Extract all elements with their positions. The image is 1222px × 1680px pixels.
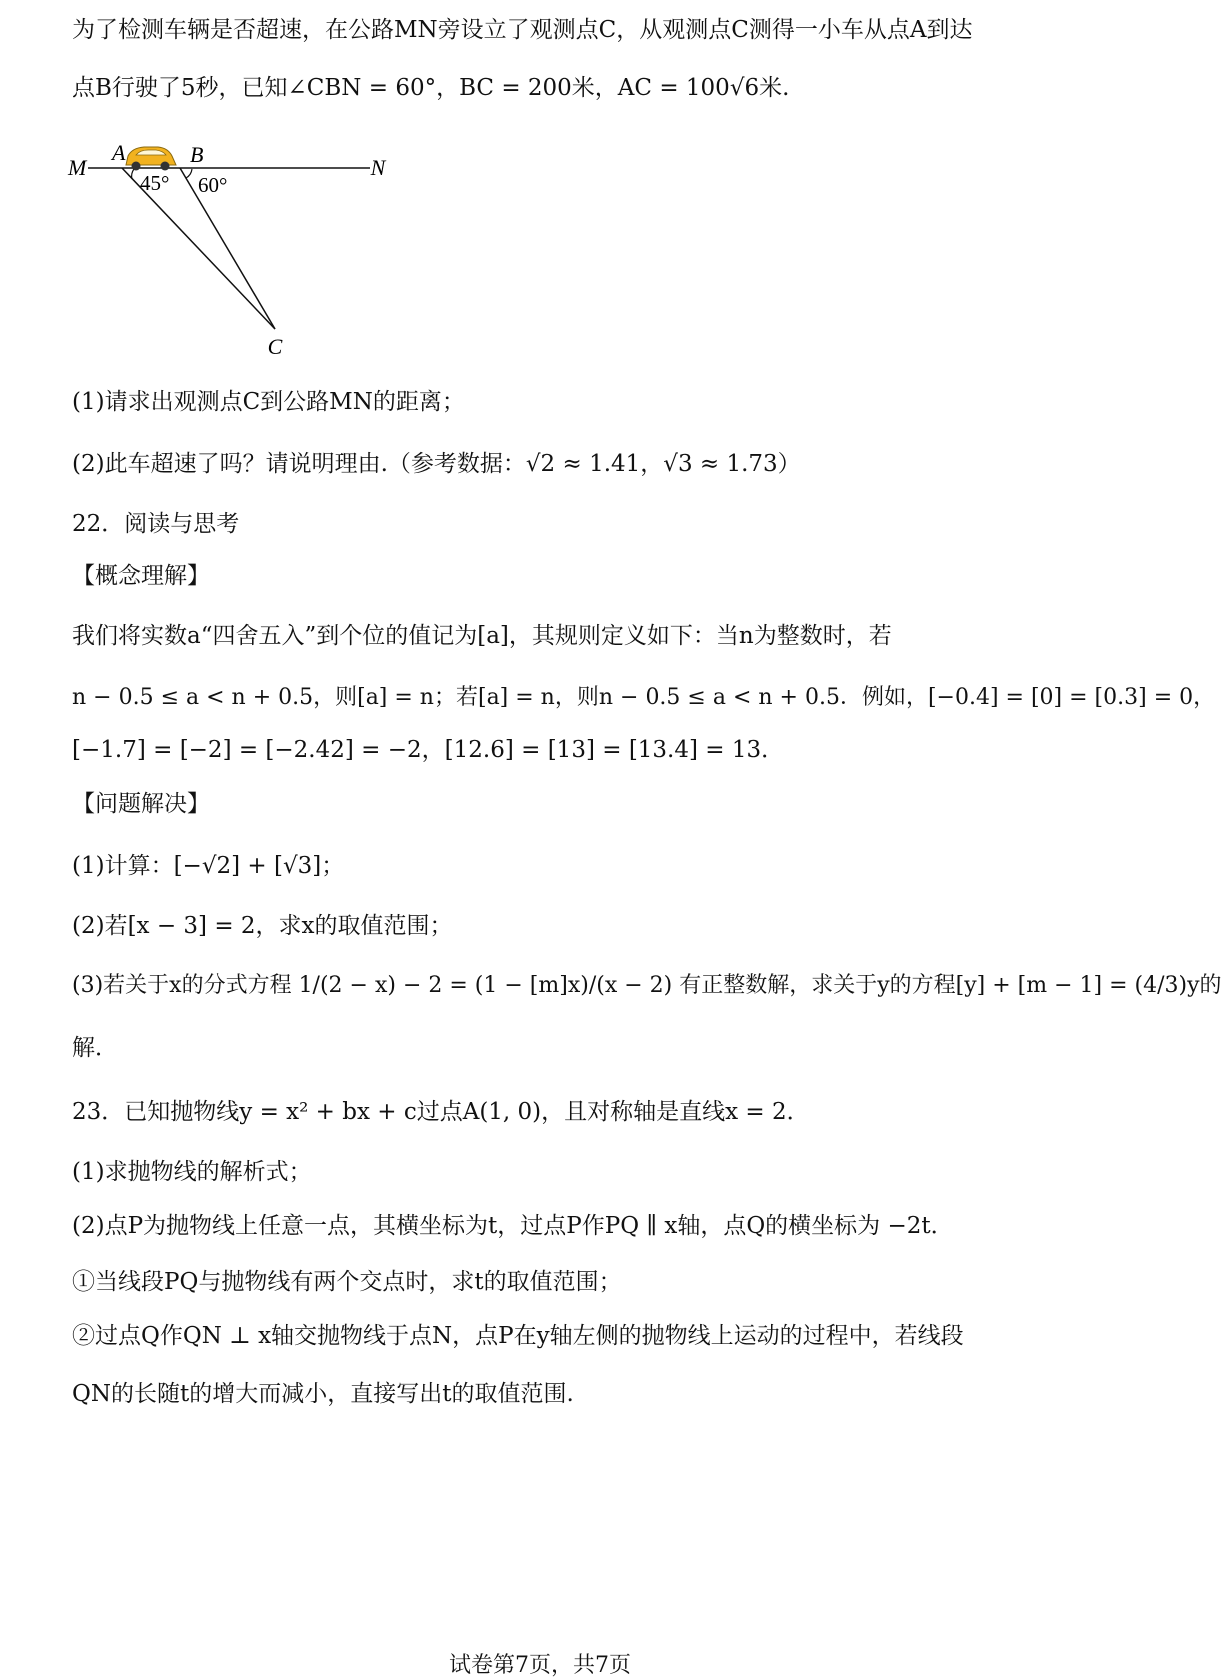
car-wheel-rear <box>161 162 170 171</box>
angle-arc-a <box>132 169 134 179</box>
q21-part2: (2)此车超速了吗？请说明理由.（参考数据：√2 ≈ 1.41，√3 ≈ 1.73） <box>72 451 801 477</box>
q21-part1: (1)请求出观测点C到公路MN的距离； <box>72 389 465 415</box>
label-b: B <box>190 142 204 167</box>
q23-part2b-line2: QN的长随t的增大而减小，直接写出t的取值范围. <box>72 1381 574 1407</box>
q22-solve-header: 【问题解决】 <box>72 791 210 817</box>
q22-line2: n − 0.5 ≤ a < n + 0.5，则[a] = n；若[a] = n，则n − 0.5 ≤ a < n + 0.5．例如，[−0.4] = [0] = [0.3] = 0， <box>72 685 1216 710</box>
q22-title: 22．阅读与思考 <box>72 511 240 537</box>
car-icon <box>126 147 176 171</box>
q23-part2: (2)点P为抛物线上任意一点，其横坐标为t，过点P作PQ ∥ x轴，点Q的横坐标为 −2t． <box>72 1213 954 1239</box>
q23-part1: (1)求抛物线的解析式； <box>72 1159 312 1185</box>
angle-label-a: 45° <box>140 171 170 195</box>
q23-line1: 23．已知抛物线y = x² + bx + c过点A(1, 0)，且对称轴是直线x = 2． <box>72 1099 810 1125</box>
q23-part2b-line1: ②过点Q作QN ⊥ x轴交抛物线于点N，点P在y轴左侧的抛物线上运动的过程中，若线段 <box>72 1323 964 1349</box>
q22-part3: (3)若关于x的分式方程 1/(2 − x) − 2 = (1 − [m]x)/(x − 2) 有正整数解，求关于y的方程[y] + [m − 1] = (4/3)y的 <box>72 973 1222 998</box>
q21-line1: 为了检测车辆是否超速，在公路MN旁设立了观测点C，从观测点C测得一小车从点A到达 <box>72 17 973 43</box>
road-diagram <box>60 132 390 362</box>
label-n: N <box>370 155 386 180</box>
label-a: A <box>112 140 126 165</box>
q22-line1: 我们将实数a“四舍五入”到个位的值记为[a]，其规则定义如下：当n为整数时，若 <box>72 623 892 649</box>
page-footer: 试卷第7页，共7页 <box>449 1653 631 1678</box>
q23-part2a: ①当线段PQ与抛物线有两个交点时，求t的取值范围； <box>72 1269 622 1295</box>
q22-line3: [−1.7] = [−2] = [−2.42] = −2，[12.6] = [13] = [13.4] = 13． <box>72 737 785 763</box>
q21-line2: 点B行驶了5秒，已知∠CBN = 60°，BC = 200米，AC = 100√6米. <box>72 75 790 101</box>
car-wheel-front <box>132 162 141 171</box>
segment-bc <box>180 168 275 329</box>
q22-part1: (1)计算：[−√2] + [√3]； <box>72 853 345 879</box>
q22-part2: (2)若[x − 3] = 2，求x的取值范围； <box>72 913 453 939</box>
q22-part3-end: 解． <box>72 1035 118 1061</box>
label-c: C <box>267 334 283 359</box>
q22-concept-header: 【概念理解】 <box>72 563 210 589</box>
angle-label-b: 60° <box>198 173 228 197</box>
angle-arc-b <box>186 169 192 178</box>
label-m: M <box>68 155 87 180</box>
